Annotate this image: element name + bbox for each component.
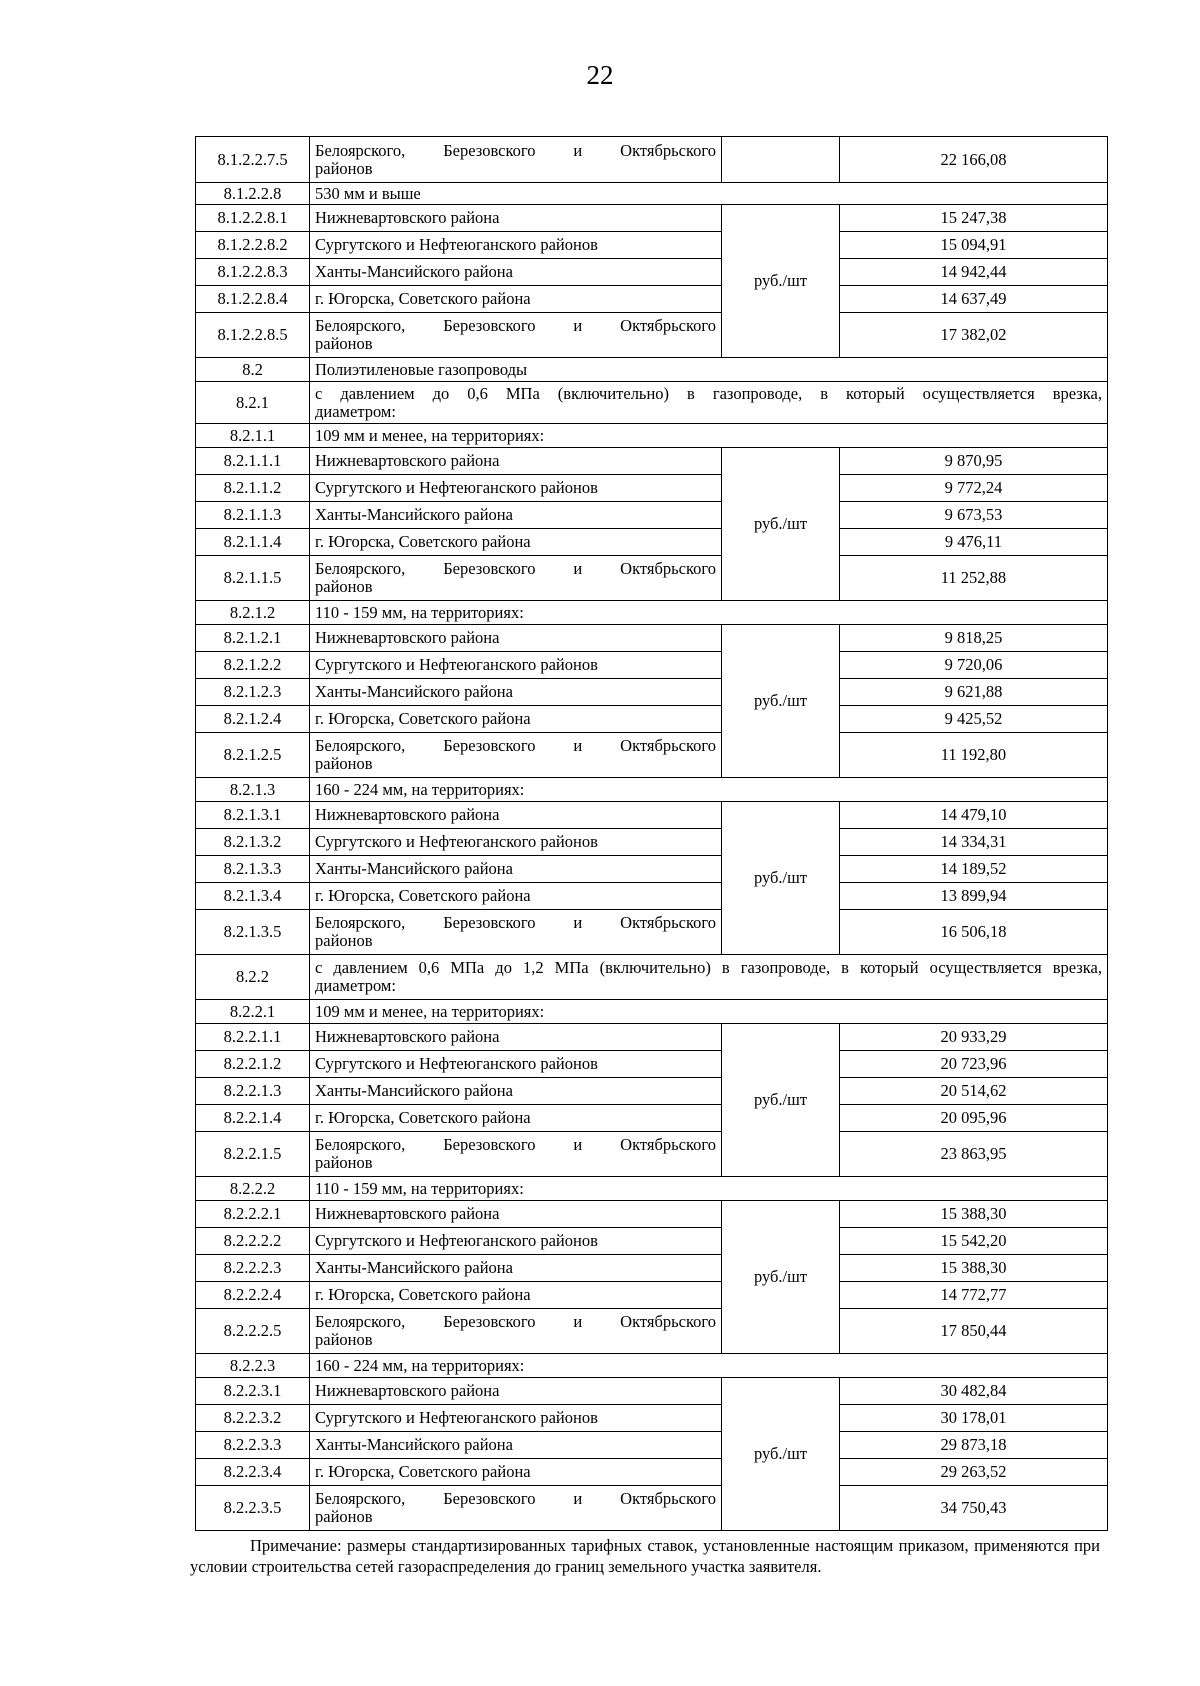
section-header: 530 мм и выше xyxy=(310,183,1108,205)
district-name xyxy=(310,910,722,955)
section-header xyxy=(310,382,1108,424)
tariff-price: 9 720,06 xyxy=(840,652,1108,679)
item-code: 8.2.2.2.2 xyxy=(196,1228,310,1255)
section-header: Полиэтиленовые газопроводы xyxy=(310,358,1108,382)
item-code: 8.2.2.1.2 xyxy=(196,1051,310,1078)
district-name: Нижневартовского района xyxy=(310,1378,722,1405)
tariff-price: 13 899,94 xyxy=(840,883,1108,910)
district-name: Сургутского и Нефтеюганского районов xyxy=(310,1405,722,1432)
tariff-price: 9 425,52 xyxy=(840,706,1108,733)
item-code: 8.2.2.2.3 xyxy=(196,1255,310,1282)
unit-cell: руб./шт xyxy=(722,448,840,601)
district-name-word: и xyxy=(573,316,583,335)
district-name: Сургутского и Нефтеюганского районов xyxy=(310,1051,722,1078)
item-code: 8.2.2.2 xyxy=(196,1177,310,1201)
district-name-word: и xyxy=(573,1135,583,1154)
tariff-price: 9 870,95 xyxy=(840,448,1108,475)
unit-cell: руб./шт xyxy=(722,205,840,358)
district-name: Нижневартовского района xyxy=(310,625,722,652)
tariff-price: 11 252,88 xyxy=(840,556,1108,601)
district-name-cont: районов xyxy=(315,754,373,773)
district-name-cont: районов xyxy=(315,334,373,353)
district-name: Ханты-Мансийского района xyxy=(310,856,722,883)
section-header: 109 мм и менее, на территориях: xyxy=(310,1000,1108,1024)
table-row xyxy=(196,778,1108,802)
item-code: 8.2.1.2.2 xyxy=(196,652,310,679)
district-name-word: и xyxy=(573,1312,583,1331)
table-row xyxy=(196,1378,1108,1405)
item-code: 8.2.2.1.1 xyxy=(196,1024,310,1051)
item-code: 8.2.1.2.1 xyxy=(196,625,310,652)
unit-cell xyxy=(722,137,840,183)
section-header-line: диаметром: xyxy=(315,401,396,421)
table-row xyxy=(196,1486,1108,1531)
district-name-word: Березовского xyxy=(443,913,536,932)
item-code: 8.2.2.1.5 xyxy=(196,1132,310,1177)
table-row xyxy=(196,1228,1108,1255)
table-row xyxy=(196,910,1108,955)
unit-cell: руб./шт xyxy=(722,1378,840,1531)
table-row xyxy=(196,1132,1108,1177)
unit-cell: руб./шт xyxy=(722,625,840,778)
tariff-price: 20 514,62 xyxy=(840,1078,1108,1105)
district-name-word: и xyxy=(573,736,583,755)
unit-cell: руб./шт xyxy=(722,1201,840,1354)
district-name-word: Белоярского, xyxy=(315,736,406,755)
tariff-price: 20 095,96 xyxy=(840,1105,1108,1132)
district-name-word: Березовского xyxy=(443,559,536,578)
district-name-word: Белоярского, xyxy=(315,1489,406,1508)
tariff-price: 22 166,08 xyxy=(840,137,1108,183)
district-name: Нижневартовского района xyxy=(310,448,722,475)
district-name-word: Октябрьского xyxy=(620,316,716,335)
item-code: 8.2 xyxy=(196,358,310,382)
tariff-price: 17 850,44 xyxy=(840,1309,1108,1354)
section-header-line: с давлением 0,6 МПа до 1,2 МПа (включительно) в газопроводе, в который осуществляется врезка, xyxy=(315,958,1102,977)
district-name-word: Октябрьского xyxy=(620,1489,716,1508)
table-row xyxy=(196,652,1108,679)
tariff-price: 30 482,84 xyxy=(840,1378,1108,1405)
table-row xyxy=(196,883,1108,910)
table-row xyxy=(196,802,1108,829)
district-name-word: Октябрьского xyxy=(620,913,716,932)
item-code: 8.2.2.2.4 xyxy=(196,1282,310,1309)
item-code: 8.2.1.1.4 xyxy=(196,529,310,556)
district-name: Ханты-Мансийского района xyxy=(310,259,722,286)
item-code: 8.2.1 xyxy=(196,382,310,424)
table-row xyxy=(196,1432,1108,1459)
table-row xyxy=(196,358,1108,382)
item-code: 8.2.2.3.5 xyxy=(196,1486,310,1531)
tariff-price: 14 772,77 xyxy=(840,1282,1108,1309)
district-name-cont: районов xyxy=(315,1153,373,1172)
district-name xyxy=(310,733,722,778)
item-code: 8.2.1.1.5 xyxy=(196,556,310,601)
district-name-word: Белоярского, xyxy=(315,1312,406,1331)
tariff-price: 9 621,88 xyxy=(840,679,1108,706)
district-name-word: и xyxy=(573,913,583,932)
table-row xyxy=(196,1309,1108,1354)
item-code: 8.1.2.2.8.1 xyxy=(196,205,310,232)
district-name-word: Березовского xyxy=(443,140,536,160)
table-row xyxy=(196,1405,1108,1432)
district-name-word: Березовского xyxy=(443,316,536,335)
table-row xyxy=(196,286,1108,313)
item-code: 8.2.2.3.1 xyxy=(196,1378,310,1405)
district-name xyxy=(310,1486,722,1531)
item-code: 8.2.2.2.1 xyxy=(196,1201,310,1228)
section-header: 160 - 224 мм, на территориях: xyxy=(310,1354,1108,1378)
district-name-cont: районов xyxy=(315,931,373,950)
district-name xyxy=(310,137,722,183)
tariff-price: 15 094,91 xyxy=(840,232,1108,259)
table-row xyxy=(196,1051,1108,1078)
table-row xyxy=(196,1177,1108,1201)
table-row xyxy=(196,183,1108,205)
tariff-price: 14 637,49 xyxy=(840,286,1108,313)
district-name xyxy=(310,1309,722,1354)
district-name: г. Югорска, Советского района xyxy=(310,883,722,910)
tariff-price: 15 542,20 xyxy=(840,1228,1108,1255)
table-row xyxy=(196,232,1108,259)
table-row xyxy=(196,856,1108,883)
table-row xyxy=(196,475,1108,502)
tariff-price: 11 192,80 xyxy=(840,733,1108,778)
table-row xyxy=(196,382,1108,424)
district-name xyxy=(310,313,722,358)
table-row xyxy=(196,1255,1108,1282)
table-row xyxy=(196,733,1108,778)
district-name: г. Югорска, Советского района xyxy=(310,706,722,733)
item-code: 8.1.2.2.8.4 xyxy=(196,286,310,313)
district-name xyxy=(310,556,722,601)
tariff-price: 29 873,18 xyxy=(840,1432,1108,1459)
item-code: 8.2.1.3.4 xyxy=(196,883,310,910)
item-code: 8.2.1.3.3 xyxy=(196,856,310,883)
tariff-price: 17 382,02 xyxy=(840,313,1108,358)
district-name: г. Югорска, Советского района xyxy=(310,286,722,313)
table-row xyxy=(196,529,1108,556)
district-name: Сургутского и Нефтеюганского районов xyxy=(310,475,722,502)
table-row xyxy=(196,502,1108,529)
district-name-cont: районов xyxy=(315,1330,373,1349)
tariff-price: 9 673,53 xyxy=(840,502,1108,529)
district-name-word: Березовского xyxy=(443,1135,536,1154)
tariff-price: 20 933,29 xyxy=(840,1024,1108,1051)
item-code: 8.2.1.2.5 xyxy=(196,733,310,778)
table-row xyxy=(196,1024,1108,1051)
tariff-price: 34 750,43 xyxy=(840,1486,1108,1531)
district-name: г. Югорска, Советского района xyxy=(310,1105,722,1132)
district-name: Сургутского и Нефтеюганского районов xyxy=(310,1228,722,1255)
district-name: Нижневартовского района xyxy=(310,802,722,829)
tariff-price: 9 772,24 xyxy=(840,475,1108,502)
tariff-price: 14 189,52 xyxy=(840,856,1108,883)
item-code: 8.2.2.1.4 xyxy=(196,1105,310,1132)
tariff-table xyxy=(195,136,1108,1531)
unit-cell: руб./шт xyxy=(722,1024,840,1177)
item-code: 8.1.2.2.8.2 xyxy=(196,232,310,259)
district-name: Нижневартовского района xyxy=(310,205,722,232)
table-row xyxy=(196,448,1108,475)
unit-cell: руб./шт xyxy=(722,802,840,955)
district-name-word: Березовского xyxy=(443,1489,536,1508)
district-name-word: Октябрьского xyxy=(620,1135,716,1154)
district-name-word: Белоярского, xyxy=(315,913,406,932)
district-name-word: Белоярского, xyxy=(315,140,406,160)
district-name: г. Югорска, Советского района xyxy=(310,529,722,556)
district-name-word: и xyxy=(573,559,583,578)
tariff-price: 20 723,96 xyxy=(840,1051,1108,1078)
district-name-word: Октябрьского xyxy=(620,140,716,160)
district-name: Сургутского и Нефтеюганского районов xyxy=(310,652,722,679)
item-code: 8.1.2.2.8.5 xyxy=(196,313,310,358)
tariff-price: 30 178,01 xyxy=(840,1405,1108,1432)
table-row xyxy=(196,424,1108,448)
tariff-price: 9 476,11 xyxy=(840,529,1108,556)
district-name-word: Березовского xyxy=(443,736,536,755)
district-name-word: и xyxy=(573,1489,583,1508)
table-row xyxy=(196,137,1108,183)
table-row xyxy=(196,1000,1108,1024)
district-name: Нижневартовского района xyxy=(310,1024,722,1051)
district-name: Ханты-Мансийского района xyxy=(310,1432,722,1459)
tariff-price: 9 818,25 xyxy=(840,625,1108,652)
table-row xyxy=(196,679,1108,706)
table-row xyxy=(196,1354,1108,1378)
note-paragraph: Примечание: размеры стандартизированных тарифных ставок, установленные настоящим приказом, применяются при условии строительства сетей газораспределения до границ земельного участка заявителя. xyxy=(190,1536,1100,1576)
section-header: 160 - 224 мм, на территориях: xyxy=(310,778,1108,802)
item-code: 8.2.1.3.2 xyxy=(196,829,310,856)
item-code: 8.2.2.1 xyxy=(196,1000,310,1024)
district-name: Ханты-Мансийского района xyxy=(310,1255,722,1282)
district-name-word: Березовского xyxy=(443,1312,536,1331)
item-code: 8.1.2.2.8 xyxy=(196,183,310,205)
district-name: Сургутского и Нефтеюганского районов xyxy=(310,232,722,259)
table-row xyxy=(196,313,1108,358)
tariff-price: 14 479,10 xyxy=(840,802,1108,829)
table-row xyxy=(196,706,1108,733)
tariff-price: 15 388,30 xyxy=(840,1255,1108,1282)
tariff-price: 14 942,44 xyxy=(840,259,1108,286)
item-code: 8.2.1.3.5 xyxy=(196,910,310,955)
item-code: 8.2.1.2.3 xyxy=(196,679,310,706)
item-code: 8.2.2 xyxy=(196,955,310,1000)
table-row xyxy=(196,1201,1108,1228)
section-header: 110 - 159 мм, на территориях: xyxy=(310,1177,1108,1201)
district-name: Сургутского и Нефтеюганского районов xyxy=(310,829,722,856)
section-header xyxy=(310,955,1108,1000)
district-name: Ханты-Мансийского района xyxy=(310,1078,722,1105)
district-name-word: Октябрьского xyxy=(620,736,716,755)
item-code: 8.2.1.1.3 xyxy=(196,502,310,529)
district-name: Ханты-Мансийского района xyxy=(310,679,722,706)
district-name-word: Белоярского, xyxy=(315,316,406,335)
tariff-price: 29 263,52 xyxy=(840,1459,1108,1486)
district-name: г. Югорска, Советского района xyxy=(310,1282,722,1309)
district-name: Нижневартовского района xyxy=(310,1201,722,1228)
district-name-cont: районов xyxy=(315,158,373,178)
item-code: 8.2.2.1.3 xyxy=(196,1078,310,1105)
table-row xyxy=(196,259,1108,286)
section-header-line: диаметром: xyxy=(315,976,396,995)
item-code: 8.2.2.2.5 xyxy=(196,1309,310,1354)
table-row xyxy=(196,1282,1108,1309)
item-code: 8.2.2.3.2 xyxy=(196,1405,310,1432)
item-code: 8.2.2.3.4 xyxy=(196,1459,310,1486)
district-name-word: Октябрьского xyxy=(620,559,716,578)
table-row xyxy=(196,829,1108,856)
tariff-price: 16 506,18 xyxy=(840,910,1108,955)
item-code: 8.2.1.1.1 xyxy=(196,448,310,475)
table-row xyxy=(196,205,1108,232)
item-code: 8.2.2.3 xyxy=(196,1354,310,1378)
table-row xyxy=(196,625,1108,652)
tariff-price: 15 388,30 xyxy=(840,1201,1108,1228)
tariff-price: 23 863,95 xyxy=(840,1132,1108,1177)
item-code: 8.2.1.3.1 xyxy=(196,802,310,829)
district-name-cont: районов xyxy=(315,1507,373,1526)
district-name-cont: районов xyxy=(315,577,373,596)
item-code: 8.2.1.2.4 xyxy=(196,706,310,733)
table-row xyxy=(196,955,1108,1000)
table-row xyxy=(196,556,1108,601)
item-code: 8.2.2.3.3 xyxy=(196,1432,310,1459)
table-row xyxy=(196,1078,1108,1105)
section-header: 110 - 159 мм, на территориях: xyxy=(310,601,1108,625)
tariff-price: 14 334,31 xyxy=(840,829,1108,856)
item-code: 8.1.2.2.8.3 xyxy=(196,259,310,286)
district-name-word: и xyxy=(573,140,583,160)
item-code: 8.2.1.1.2 xyxy=(196,475,310,502)
item-code: 8.2.1.2 xyxy=(196,601,310,625)
district-name: г. Югорска, Советского района xyxy=(310,1459,722,1486)
district-name-word: Белоярского, xyxy=(315,559,406,578)
item-code: 8.2.1.1 xyxy=(196,424,310,448)
table-row xyxy=(196,1105,1108,1132)
page-number: 22 xyxy=(586,60,614,90)
table-row xyxy=(196,1459,1108,1486)
section-header: 109 мм и менее, на территориях: xyxy=(310,424,1108,448)
district-name-word: Белоярского, xyxy=(315,1135,406,1154)
item-code: 8.2.1.3 xyxy=(196,778,310,802)
district-name: Ханты-Мансийского района xyxy=(310,502,722,529)
table-row xyxy=(196,601,1108,625)
item-code: 8.1.2.2.7.5 xyxy=(196,137,310,183)
tariff-price: 15 247,38 xyxy=(840,205,1108,232)
district-name-word: Октябрьского xyxy=(620,1312,716,1331)
district-name xyxy=(310,1132,722,1177)
section-header-line: с давлением до 0,6 МПа (включительно) в газопроводе, в который осуществляется врезка, xyxy=(315,383,1102,403)
